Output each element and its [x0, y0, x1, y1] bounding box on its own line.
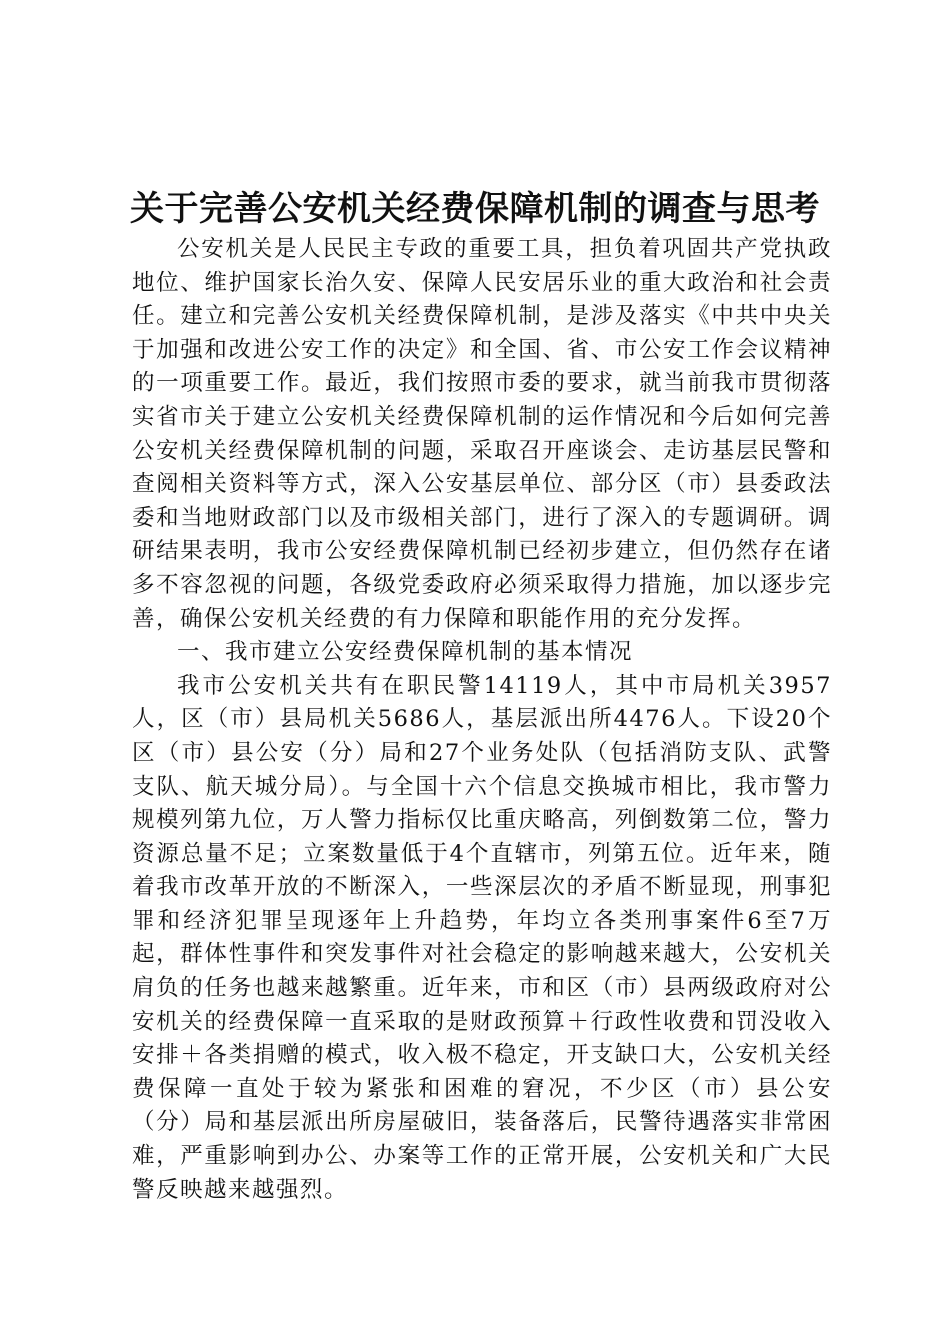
document-body	[132, 233, 832, 1207]
document-title: 关于完善公安机关经费保障机制的调查与思考	[130, 189, 820, 229]
section-heading: 一、我市建立公安经费保障机制的基本情况	[177, 639, 634, 666]
paragraph-basic-situation: 我市公安机关共有在职民警14119人，其中市局机关3957人，区（市）县局机关5686人，基层派出所4476人。下设20个区（市）县公安（分）局和27个业务处队（包括消防支队、武警支队、航天城分局）。与全国十六个信息交换城市相比，我市警力规模列第九位，万人警力指标仅比重庆略高，列倒数第二位，警力资源总量不足；立案数量低于4个直辖市，列第五位。近年来，随着我市改革开放的不断深入，一些深层次的矛盾不断显现，刑事犯罪和经济犯罪呈现逐年上升趋势，年均立各类刑事案件6至7万起，群体性事件和突发事件对社会稳定的影响越来越大，公安机关肩负的任务也越来越繁重。近年来，市和区（市）县两级政府对公安机关的经费保障一直采取的是财政预算＋行政性收费和罚没收入安排＋各类捐赠的模式，收入极不稳定，开支缺口大，公安机关经费保障一直处于较为紧张和困难的窘况，不少区（市）县公安（分）局和基层派出所房屋破旧，装备落后，民警待遇落实非常困难，严重影响到办公、办案等工作的正常开展，公安机关和广大民警反映越来越强烈。	[132, 672, 832, 1203]
paragraph-intro: 公安机关是人民民主专政的重要工具，担负着巩固共产党执政地位、维护国家长治久安、保障人民安居乐业的重大政治和社会责任。建立和完善公安机关经费保障机制，是涉及落实《中共中央关于加强和改进公安工作的决定》和全国、省、市公安工作会议精神的一项重要工作。最近，我们按照市委的要求，就当前我市贯彻落实省市关于建立公安机关经费保障机制的运作情况和今后如何完善公安机关经费保障机制的问题，采取召开座谈会、走访基层民警和查阅相关资料等方式，深入公安基层单位、部分区（市）县委政法委和当地财政部门以及市级相关部门，进行了深入的专题调研。调研结果表明，我市公安经费保障机制已经初步建立，但仍然存在诸多不容忽视的问题，各级党委政府必须采取得力措施，加以逐步完善，确保公安机关经费的有力保障和职能作用的充分发挥。	[132, 236, 832, 632]
